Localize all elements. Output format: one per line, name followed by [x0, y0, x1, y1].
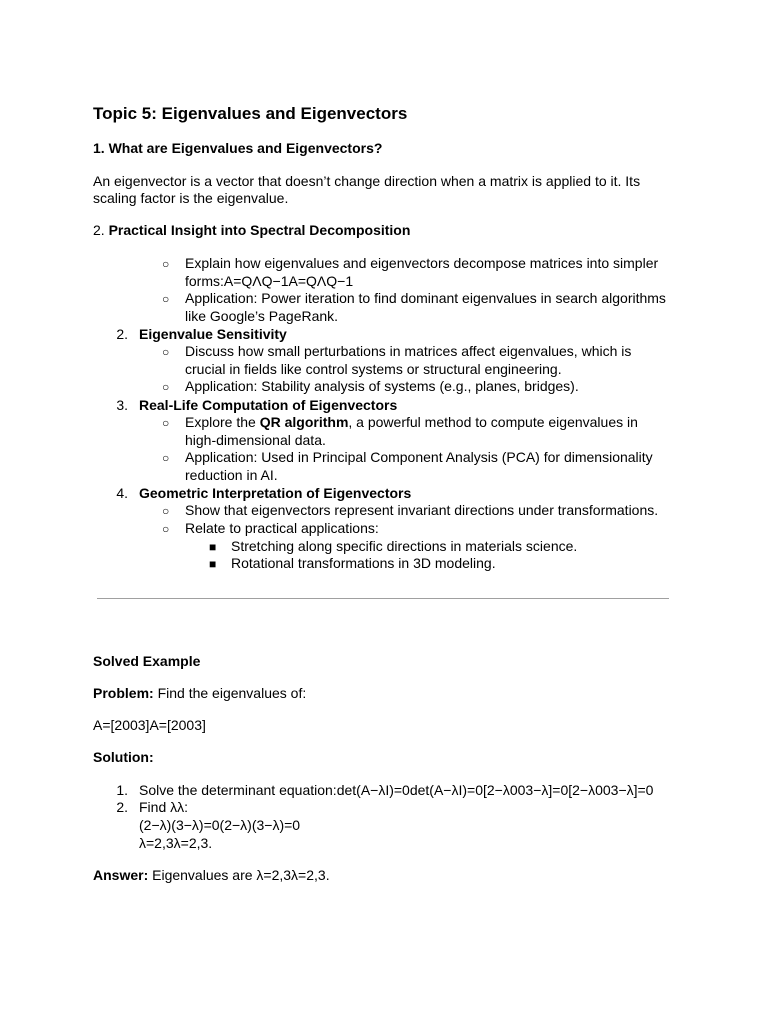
- list-item-line: Application: Used in Principal Component Analysis (PCA) for dimensionality: [185, 449, 653, 465]
- sub-list-item: Rotational transformations in 3D modeling.: [231, 555, 496, 571]
- list-item: Relate to practical applications:: [185, 520, 379, 536]
- list-item-line: Application: Power iteration to find dominant eigenvalues in search algorithms: [185, 290, 666, 306]
- list-item-line: forms:A=QΛQ−1A=QΛQ−1: [185, 273, 354, 289]
- list-item: [185, 254, 658, 290]
- page-title: Topic 5: Eigenvalues and Eigenvectors: [93, 104, 408, 123]
- bullet-circle: ○: [162, 292, 170, 306]
- list-number: 3.: [116, 397, 128, 413]
- list-number: 2.: [116, 799, 128, 815]
- bullet-square: ■: [209, 557, 217, 571]
- list-number: 1.: [116, 782, 128, 798]
- list-item: Application: Stability analysis of systems (e.g., planes, bridges).: [185, 378, 579, 394]
- solved-example-heading: Solved Example: [93, 653, 201, 669]
- problem-statement: [93, 684, 306, 702]
- bullet-square: ■: [209, 540, 217, 554]
- qr-algorithm-term: QR algorithm: [259, 414, 349, 430]
- list-item-line: reduction in AI.: [185, 467, 278, 483]
- bullet-circle: ○: [162, 416, 170, 430]
- answer-label: Answer:: [93, 867, 149, 883]
- bullet-circle: ○: [162, 504, 170, 518]
- solution-step: Solve the determinant equation:det(A−λI)=0det(A−λI)=0[2−λ003−λ]=0[2−λ003−λ]=0: [139, 782, 654, 798]
- text-run: , a powerful method to compute eigenvalues in: [348, 414, 638, 430]
- list-item-line: high-dimensional data.: [185, 432, 326, 448]
- matrix-definition: A=[2003]A=[2003]: [93, 717, 206, 733]
- list-item-line: crucial in fields like control systems or structural engineering.: [185, 361, 562, 377]
- problem-label: Problem:: [93, 685, 154, 701]
- list-heading: Real-Life Computation of Eigenvectors: [139, 397, 398, 413]
- list-item: [185, 448, 653, 484]
- list-heading: Geometric Interpretation of Eigenvectors: [139, 485, 412, 501]
- problem-text: Find the eigenvalues of:: [153, 685, 307, 701]
- section-1-paragraph-line-2: scaling factor is the eigenvalue.: [93, 190, 289, 206]
- answer-statement: [93, 866, 330, 884]
- list-item: Show that eigenvectors represent invariant directions under transformations.: [185, 502, 659, 518]
- list-item: [185, 413, 638, 449]
- list-item: [185, 289, 666, 325]
- sub-list-item: Stretching along specific directions in materials science.: [231, 538, 578, 554]
- list-item-line: Discuss how small perturbations in matrices affect eigenvalues, which is: [185, 343, 632, 359]
- list-item-line: like Google’s PageRank.: [185, 308, 339, 324]
- solution-step-line: λ=2,3λ=2,3.: [139, 835, 213, 851]
- bullet-circle: ○: [162, 451, 170, 465]
- bullet-circle: ○: [162, 522, 170, 536]
- list-item-line: [185, 413, 638, 431]
- solution-step-line: Find λλ:: [139, 799, 189, 815]
- list-number: 4.: [116, 485, 128, 501]
- section-2-number: 2.: [93, 222, 109, 238]
- section-1-paragraph-line-1: An eigenvector is a vector that doesn’t change direction when a matrix is applied to it. Its: [93, 173, 641, 189]
- list-heading: Eigenvalue Sensitivity: [139, 326, 287, 342]
- bullet-circle: ○: [162, 380, 170, 394]
- horizontal-rule: [97, 598, 669, 599]
- list-item-line: Explain how eigenvalues and eigenvectors decompose matrices into simpler: [185, 255, 659, 271]
- bullet-circle: ○: [162, 257, 170, 271]
- section-1-heading: 1. What are Eigenvalues and Eigenvectors?: [93, 140, 383, 156]
- list-item: [185, 342, 631, 378]
- list-number: 2.: [116, 326, 128, 342]
- solution-step: [139, 798, 300, 852]
- section-2-title: Practical Insight into Spectral Decomposition: [108, 222, 411, 238]
- bullet-circle: ○: [162, 345, 170, 359]
- text-run: Explore the: [185, 414, 260, 430]
- solution-step-line: (2−λ)(3−λ)=0(2−λ)(3−λ)=0: [139, 817, 301, 833]
- solution-label: Solution:: [93, 749, 154, 765]
- answer-text: Eigenvalues are λ=2,3λ=2,3.: [148, 867, 330, 883]
- section-2-heading: [93, 221, 410, 239]
